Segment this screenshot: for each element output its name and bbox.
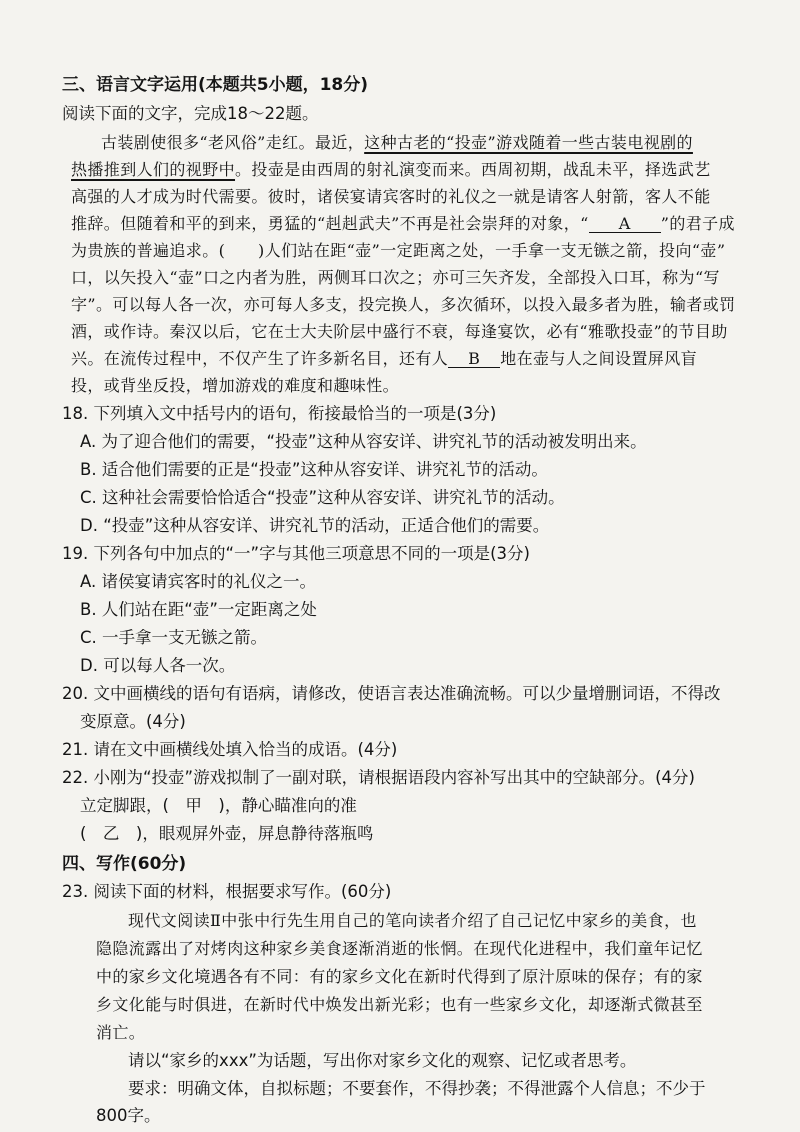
q22-stem: 22. 小刚为“投壶”游戏拟制了一副对联，请根据语段内容补写出其中的空缺部分。(4分)	[62, 768, 695, 787]
q23-stem: 23. 阅读下面的材料，根据要求写作。(60分)	[62, 882, 392, 901]
passage-line-6: 口，以矢投入“壶”口之内者为胜，两侧耳口次之；亦可三矢齐发，全部投入口耳，称为“写	[71, 268, 720, 287]
blank-b: B	[448, 351, 500, 368]
q22-couplet-line1: 立定脚跟，( 甲 )，静心瞄准向的准	[80, 796, 357, 815]
q23-requirements-line2: 800字。	[96, 1106, 161, 1125]
q19-option-b: B. 人们站在距“壶”一定距离之处	[80, 600, 317, 619]
passage-line-4b: ”的君子成	[660, 214, 735, 233]
q20-stem-line2: 变原意。(4分)	[80, 712, 186, 731]
passage-line-10: 投，或背坐反投，增加游戏的难度和趣味性。	[71, 376, 400, 395]
q22-couplet-line2: ( 乙 )，眼观屏外壶，屏息静待落瓶鸣	[80, 824, 374, 843]
q20-stem-line1: 20. 文中画横线的语句有语病，请修改，使语言表达准确流畅。可以少量增删词语，不得改	[62, 684, 721, 703]
q21-stem: 21. 请在文中画横线处填入恰当的成语。(4分)	[62, 740, 398, 759]
q23-material-line1: 现代文阅读Ⅱ中张中行先生用自己的笔向读者介绍了自己记忆中家乡的美食，也	[128, 911, 697, 930]
passage-underlined-sentence-1: 这种古老的“投壶”游戏随着一些古装电视剧的	[364, 133, 693, 152]
passage-line-8: 酒，或作诗。秦汉以后，它在士大夫阶层中盛行不衰，每逢宴饮，必有“雅歌投壶”的节目助	[71, 322, 728, 341]
passage-line-9b: 地在壶与人之间设置屏风盲	[500, 349, 698, 368]
passage-line-7: 字”。可以每人各一次，亦可每人多支，投完换人，多次循环，以投入最多者为胜，输者或罚	[71, 295, 736, 314]
section3-intro: 阅读下面的文字，完成18～22题。	[62, 104, 319, 123]
passage-line-1a: 古装剧使很多“老风俗”走红。最近，	[101, 133, 365, 152]
passage-line-9a: 兴。在流传过程中，不仅产生了许多新名目，还有人	[71, 349, 449, 368]
section4-heading: 四、写作(60分)	[62, 854, 187, 874]
passage-underlined-sentence-2: 热播推到人们的视野中	[71, 160, 236, 179]
q23-topic: 请以“家乡的xxx”为话题，写出你对家乡文化的观察、记忆或者思考。	[128, 1051, 637, 1070]
q18-option-d: D. “投壶”这种从容安详、讲究礼节的活动，正适合他们的需要。	[80, 516, 550, 535]
q19-option-c: C. 一手拿一支无镞之箭。	[80, 628, 268, 647]
q18-option-c: C. 这种社会需要恰恰适合“投壶”这种从容安详、讲究礼节的活动。	[80, 488, 565, 507]
q23-material-line2: 隐隐流露出了对烤肉这种家乡美食逐渐消逝的怅惘。在现代化进程中，我们童年记忆	[96, 939, 703, 958]
passage-line-4a: 推辞。但随着和平的到来，勇猛的“赳赳武夫”不再是社会崇拜的对象，“	[71, 214, 589, 233]
q23-requirements-line1: 要求：明确文体，自拟标题；不要套作，不得抄袭；不得泄露个人信息；不少于	[128, 1079, 706, 1098]
q19-option-d: D. 可以每人各一次。	[80, 656, 236, 675]
blank-a: A	[589, 216, 661, 233]
q23-material-line3: 中的家乡文化境遇各有不同：有的家乡文化在新时代得到了原汁原味的保存；有的家	[96, 967, 703, 986]
q19-stem: 19. 下列各句中加点的“一”字与其他三项意思不同的一项是(3分)	[62, 544, 530, 563]
q23-material-line5: 消亡。	[96, 1023, 146, 1042]
q23-material-line4: 乡文化能与时俱进，在新时代中焕发出新光彩；也有一些家乡文化，却逐渐式微甚至	[96, 995, 703, 1014]
q18-option-a: A. 为了迎合他们的需要，“投壶”这种从容安详、讲究礼节的活动被发明出来。	[80, 432, 647, 451]
section3-heading: 三、语言文字运用(本题共5小题，18分)	[62, 75, 369, 95]
q18-option-b: B. 适合他们需要的正是“投壶”这种从容安详、讲究礼节的活动。	[80, 460, 548, 479]
q19-option-a: A. 诸侯宴请宾客时的礼仪之一。	[80, 572, 316, 591]
passage-line-3: 高强的人才成为时代需要。彼时，诸侯宴请宾客时的礼仪之一就是请客人射箭，客人不能	[71, 187, 711, 206]
passage-line-2b: 。投壶是由西周的射礼演变而来。西周初期，战乱未平，择选武艺	[235, 160, 711, 179]
passage-line-5: 为贵族的普遍追求。( )人们站在距“壶”一定距离之处，一手拿一支无镞之箭，投向“壶”	[71, 241, 726, 260]
q18-stem: 18. 下列填入文中括号内的语句，衔接最恰当的一项是(3分)	[62, 404, 497, 423]
